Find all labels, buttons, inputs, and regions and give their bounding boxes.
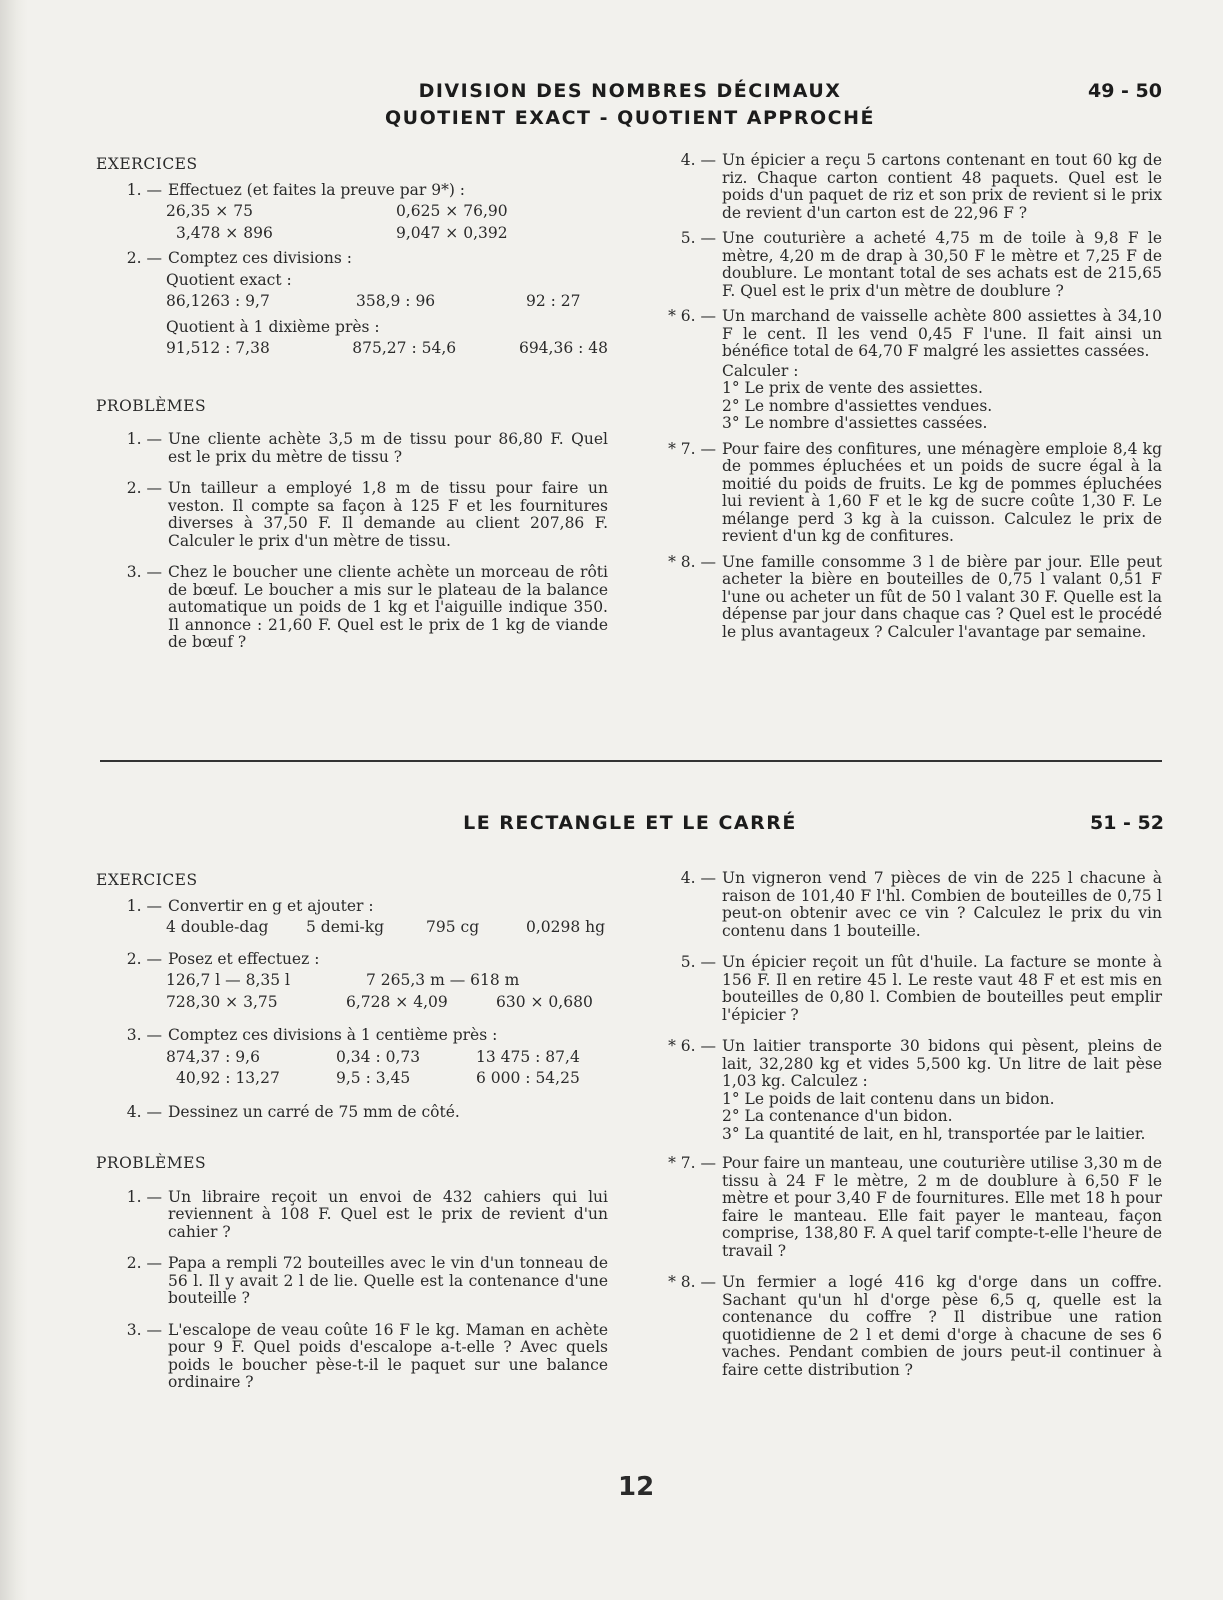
operation: 26,35 × 75 bbox=[166, 202, 253, 220]
problem-7 bbox=[650, 1155, 1162, 1260]
calc-item: 3° La quantité de lait, en hl, transportée par le laitier. bbox=[722, 1124, 1146, 1143]
exercise-2-row2 bbox=[96, 994, 608, 1012]
problem-3 bbox=[96, 1322, 608, 1392]
problem-4 bbox=[650, 152, 1162, 222]
exercise-1-row bbox=[96, 919, 608, 937]
exercise-number: 2. — bbox=[126, 249, 162, 267]
problem-8 bbox=[650, 1274, 1162, 1379]
exercise-number: 1. — bbox=[126, 180, 162, 199]
exercises-heading: EXERCICES bbox=[96, 871, 198, 889]
exercise-1-row2 bbox=[96, 225, 608, 243]
problem-5 bbox=[650, 230, 1162, 300]
problem-text: Un laitier transporte 30 bidons qui pèsent, pleins de lait, 32,280 kg et vides 5,500 kg. Un litre de lait pèse 1,03 kg. Calculez : bbox=[722, 1037, 1162, 1090]
exercise-2-row1 bbox=[96, 972, 608, 990]
operation: 13 475 : 87,4 bbox=[476, 1047, 580, 1066]
operation: 874,37 : 9,6 bbox=[166, 1047, 260, 1066]
section-divider bbox=[100, 760, 1162, 762]
operation: 126,7 l — 8,35 l bbox=[166, 971, 291, 989]
problem-number: 2. — bbox=[126, 1254, 162, 1272]
problem-number: 5. — bbox=[680, 953, 716, 971]
operation: 92 : 27 bbox=[526, 292, 581, 310]
calc-item: 2° Le nombre d'assiettes vendues. bbox=[722, 396, 993, 415]
top-title-line1: DIVISION DES NOMBRES DÉCIMAUX bbox=[418, 80, 842, 102]
operation: 630 × 0,680 bbox=[496, 992, 593, 1011]
problem-6-body bbox=[722, 1038, 1162, 1143]
problem-number: 2. — bbox=[126, 479, 162, 497]
problem-text: Une famille consomme 3 l de bière par jour. Elle peut acheter la bière en bouteilles de 0,75 l valant 0,51 F l'une ou acheter un fût de 50 l valant 30 F. Quelle est la dépense par jour dans chaque cas ? Quel est le procédé le plus avantageux ? Calculer l'avantage par semaine. bbox=[722, 552, 1162, 641]
exercise-text: Convertir en g et ajouter : bbox=[168, 896, 374, 915]
problem-text: Un vigneron vend 7 pièces de vin de 225 l chacune à raison de 101,40 F l'hl. Combien de bouteilles de 0,75 l peut-on obtenir avec ce vin ? Calculez le prix du vin contenu dans 1 bouteille. bbox=[722, 869, 1162, 940]
problem-text: Un épicier reçoit un fût d'huile. La facture se monte à 156 F. Il en retire 45 l. Le reste vaut 48 F et est mis en bouteilles de 0,80 l. Combien de bouteilles peut emplir l'épicier ? bbox=[722, 953, 1162, 1024]
problem-6 bbox=[650, 308, 1162, 433]
problem-4 bbox=[650, 870, 1162, 940]
exercise-3 bbox=[96, 1027, 608, 1045]
problem-1 bbox=[96, 431, 608, 466]
bottom-left-column bbox=[96, 872, 608, 1392]
problem-8 bbox=[650, 554, 1162, 642]
exercise-number: 2. — bbox=[126, 949, 162, 968]
exercise-1-row1 bbox=[96, 203, 608, 221]
problem-text: Un libraire reçoit un envoi de 432 cahiers qui lui reviennent à 108 F. Quel est le prix de revient d'un cahier ? bbox=[168, 1187, 608, 1241]
problem-number: * 8. — bbox=[668, 552, 716, 571]
calc-label: Calculer : bbox=[722, 361, 799, 380]
exercise-text: Comptez ces divisions à 1 centième près : bbox=[168, 1026, 498, 1044]
exercise-1 bbox=[96, 898, 608, 916]
exercise-number: 3. — bbox=[126, 1026, 162, 1044]
approx-quotient-label: Quotient à 1 dixième près : bbox=[166, 317, 380, 336]
quantity: 4 double-dag bbox=[166, 918, 269, 936]
problem-text: Chez le boucher une cliente achète un morceau de rôti de bœuf. Le boucher a mis sur le plateau de la balance automatique un poids de 1 kg et l'aiguille indique 350. Il annonce : 21,60 F. Quel est le prix de 1 kg de viande de bœuf ? bbox=[168, 563, 608, 651]
problem-text: L'escalope de veau coûte 16 F le kg. Maman en achète pour 9 F. Quel poids d'escalope a-t-elle ? Avec quels poids le boucher pèse-t-il le paquet sur une balance ordinaire ? bbox=[168, 1320, 608, 1391]
quantity: 5 demi-kg bbox=[306, 918, 385, 936]
problem-text: Un tailleur a employé 1,8 m de tissu pour faire un veston. Il compte sa façon à 125 F et les fournitures diverses à 37,50 F. Il demande au client 207,86 F. Calculer le prix d'un mètre de tissu. bbox=[168, 479, 608, 550]
operation: 86,1263 : 9,7 bbox=[166, 292, 270, 310]
problem-2 bbox=[96, 480, 608, 550]
approx-quotient-row bbox=[96, 340, 608, 358]
problem-text: Pour faire un manteau, une couturière utilise 3,30 m de tissu à 24 F le mètre, 2 m de doublure à 6,50 F le mètre et pour 3,40 F de fournitures. Elle met 18 h pour faire le manteau. Elle fait payer le manteau, façon comprise, 138,80 F. A quel tarif compte-t-elle l'heure de travail ? bbox=[722, 1154, 1162, 1260]
exercises-heading: EXERCICES bbox=[96, 155, 198, 173]
quantity: 795 cg bbox=[426, 918, 480, 936]
problem-number: 1. — bbox=[126, 430, 162, 448]
exercise-3-row1 bbox=[96, 1049, 608, 1067]
problem-number: 5. — bbox=[680, 229, 716, 247]
problem-text: Pour faire des confitures, une ménagère emploie 8,4 kg de pommes épluchées et un poids de sucre égal à la moitié du poids de fruits. Le kg de pommes épluchées lui revient à 1,60 F et le kg de sucre coûte 1,30 F. Le mélange perd 3 kg à la cuisson. Calculez le prix de revient d'un kg de confitures. bbox=[722, 439, 1162, 545]
top-title-line2: QUOTIENT EXACT - QUOTIENT APPROCHÉ bbox=[385, 107, 875, 129]
problem-6 bbox=[650, 1038, 1162, 1143]
problem-number: 3. — bbox=[126, 563, 162, 581]
problem-number: * 7. — bbox=[668, 439, 716, 458]
exercise-2 bbox=[96, 250, 608, 268]
problem-5 bbox=[650, 954, 1162, 1024]
exact-quotient-label: Quotient exact : bbox=[166, 270, 292, 289]
exercise-text: Posez et effectuez : bbox=[168, 949, 320, 968]
bottom-page-numbers: 51 - 52 bbox=[1090, 812, 1164, 834]
problem-number: * 7. — bbox=[668, 1154, 716, 1172]
bottom-title: LE RECTANGLE ET LE CARRÉ bbox=[463, 812, 797, 834]
operation: 0,34 : 0,73 bbox=[336, 1047, 421, 1066]
operation: 0,625 × 76,90 bbox=[396, 202, 508, 220]
problem-number: * 6. — bbox=[668, 307, 716, 325]
calc-item: 3° Le nombre d'assiettes cassées. bbox=[722, 414, 988, 432]
problem-number: 3. — bbox=[126, 1320, 162, 1339]
problem-number: * 8. — bbox=[668, 1273, 716, 1291]
page-binding-shadow bbox=[0, 0, 28, 1600]
problem-text: Une couturière a acheté 4,75 m de toile à 9,8 F le mètre, 4,20 m de drap à 30,50 F le mètre et 7,25 F de doublure. Le montant total de ses achats est de 215,65 F. Quel est le prix d'un mètre de doublure ? bbox=[722, 229, 1162, 300]
bottom-right-column bbox=[650, 870, 1162, 1379]
problem-text: Un marchand de vaisselle achète 800 assiettes à 34,10 F le cent. Il les vend 0,45 F l'une. Il fait ainsi un bénéfice total de 64,70 F malgré les assiettes cassées. bbox=[722, 307, 1162, 360]
operation: 358,9 : 96 bbox=[356, 292, 436, 310]
quantity: 0,0298 hg bbox=[526, 918, 606, 936]
operation: 6,728 × 4,09 bbox=[346, 992, 448, 1011]
exercise-1 bbox=[96, 182, 608, 200]
problem-3 bbox=[96, 564, 608, 652]
exercise-2 bbox=[96, 951, 608, 969]
problem-2 bbox=[96, 1255, 608, 1308]
exercise-number: 1. — bbox=[126, 896, 162, 915]
operation: 3,478 × 896 bbox=[176, 223, 273, 242]
top-right-column bbox=[650, 152, 1162, 641]
problem-text: Un épicier a reçu 5 cartons contenant en tout 60 kg de riz. Chaque carton contient 48 paquets. Quel est le poids d'un paquet de riz et son prix de revient si le prix de revient d'un carton est de 22,96 F ? bbox=[722, 151, 1162, 222]
problem-6-body bbox=[722, 308, 1162, 433]
exact-quotient-row bbox=[96, 293, 608, 311]
operation: 91,512 : 7,38 bbox=[166, 339, 270, 357]
operation: 728,30 × 3,75 bbox=[166, 992, 278, 1011]
exercise-text: Dessinez un carré de 75 mm de côté. bbox=[168, 1102, 460, 1121]
problem-number: * 6. — bbox=[668, 1037, 716, 1055]
page-folio: 12 bbox=[618, 1472, 655, 1502]
problems-heading: PROBLÈMES bbox=[96, 396, 207, 415]
exercise-text: Effectuez (et faites la preuve par 9*) : bbox=[168, 180, 466, 199]
exercise-number: 4. — bbox=[126, 1102, 162, 1121]
calc-item: 1° Le prix de vente des assiettes. bbox=[722, 379, 983, 397]
operation: 9,047 × 0,392 bbox=[396, 223, 508, 242]
problem-7 bbox=[650, 441, 1162, 546]
calc-item: 1° Le poids de lait contenu dans un bidon. bbox=[722, 1089, 1055, 1108]
operation: 40,92 : 13,27 bbox=[176, 1069, 280, 1087]
problem-number: 4. — bbox=[680, 151, 716, 169]
operation: 875,27 : 54,6 bbox=[352, 339, 457, 357]
problem-number: 1. — bbox=[126, 1187, 162, 1206]
problem-text: Une cliente achète 3,5 m de tissu pour 86,80 F. Quel est le prix du mètre de tissu ? bbox=[168, 430, 608, 466]
exercise-text: Comptez ces divisions : bbox=[168, 249, 352, 267]
operation: 7 265,3 m — 618 m bbox=[366, 971, 520, 989]
problems-heading: PROBLÈMES bbox=[96, 1154, 207, 1172]
operation: 694,36 : 48 bbox=[518, 339, 608, 357]
problem-number: 4. — bbox=[680, 869, 716, 887]
problem-text: Un fermier a logé 416 kg d'orge dans un coffre. Sachant qu'un hl d'orge pèse 6,5 q, quelle est la contenance du coffre ? Il distribue une ration quotidienne de 2 l et demi d'orge à chacune de ses 6 vaches. Pendant combien de jours peut-il continuer à faire cette distribution ? bbox=[722, 1273, 1162, 1379]
operation: 9,5 : 3,45 bbox=[336, 1069, 411, 1087]
problem-1 bbox=[96, 1189, 608, 1242]
top-page-numbers: 49 - 50 bbox=[1088, 80, 1162, 102]
exercise-4 bbox=[96, 1104, 608, 1122]
calc-item: 2° La contenance d'un bidon. bbox=[722, 1107, 953, 1125]
problem-text: Papa a rempli 72 bouteilles avec le vin d'un tonneau de 56 l. Il y avait 2 l de lie. Quelle est la contenance d'une bouteille ? bbox=[168, 1254, 608, 1307]
operation: 6 000 : 54,25 bbox=[476, 1069, 580, 1087]
top-left-column bbox=[96, 156, 608, 652]
exercise-3-row2 bbox=[96, 1070, 608, 1088]
